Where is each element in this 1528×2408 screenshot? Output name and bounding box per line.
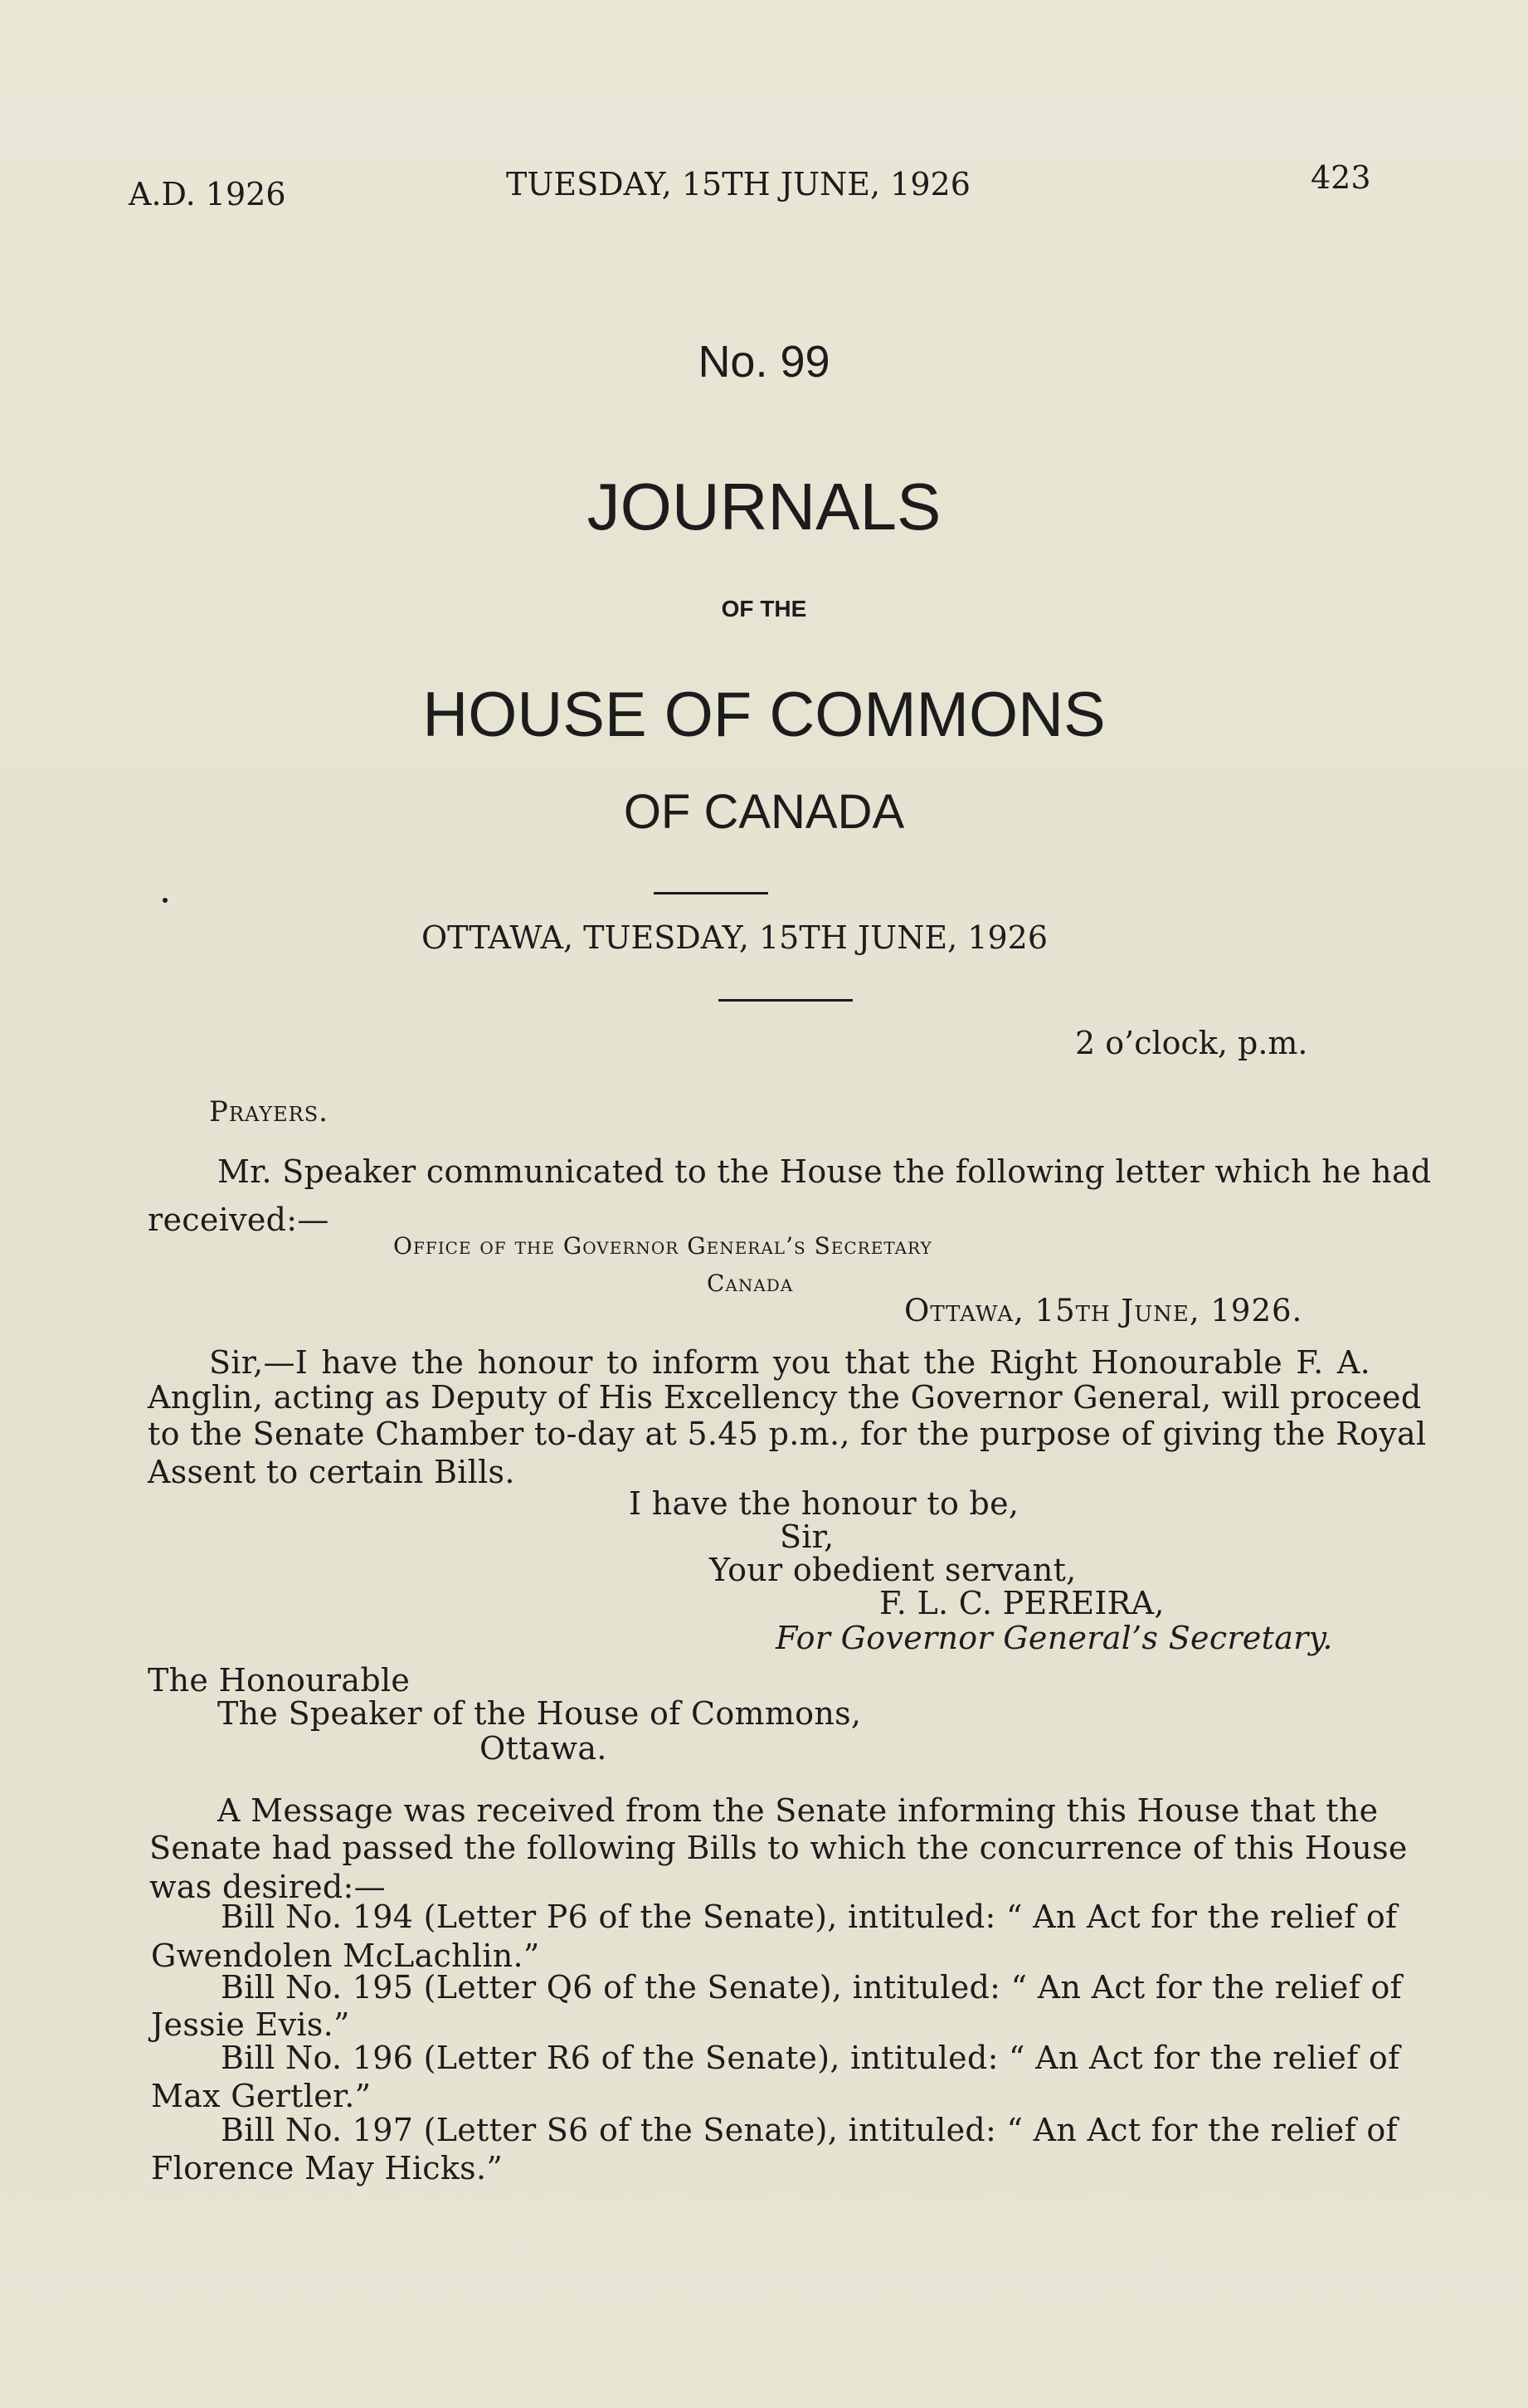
letter-dateline-text: Ottawa, 15th June, 1926.: [904, 1293, 1303, 1328]
signature-title: For Governor General’s Secretary.: [776, 1620, 1333, 1656]
header-date: TUESDAY, 15TH JUNE, 1926: [506, 166, 971, 202]
divider-rule-2: [718, 999, 853, 1002]
speaker-line-1: Mr. Speaker communicated to the House the following letter which he had: [217, 1153, 1432, 1190]
bill-195-line-1: Bill No. 195 (Letter Q6 of the Senate), intituled: “ An Act for the relief of: [221, 1969, 1402, 2006]
prayers-heading: Prayers.: [209, 1095, 328, 1128]
house-title: HOUSE OF COMMONS: [422, 680, 1106, 750]
bill-197-line-1: Bill No. 197 (Letter S6 of the Senate), intituled: “ An Act for the relief of: [221, 2112, 1398, 2148]
divider-rule: [654, 892, 768, 894]
letter-dateline: [904, 1293, 1302, 1328]
country-title: OF CANADA: [623, 785, 905, 839]
addressee-line-3: Ottawa.: [479, 1730, 607, 1767]
of-the-label: OF THE: [721, 596, 807, 621]
journal-title: JOURNALS: [586, 470, 942, 544]
page-number: 423: [1311, 159, 1371, 196]
message-line-2: Senate had passed the following Bills to which the concurrence of this House: [149, 1830, 1408, 1866]
bill-196-line-2: Max Gertler.”: [151, 2078, 372, 2114]
sitting-time: 2 o’clock, p.m.: [1075, 1025, 1308, 1061]
letter-line-1: Sir,—I have the honour to inform you that the Right Honourable F. A.: [209, 1344, 1370, 1381]
header-year: A.D. 1926: [129, 176, 286, 212]
letter-canada: Canada: [707, 1270, 794, 1297]
letter-line-2: Anglin, acting as Deputy of His Excellency the Governor General, will proceed: [148, 1379, 1422, 1416]
sitting-date: OTTAWA, TUESDAY, 15TH JUNE, 1926: [421, 919, 1049, 956]
closing-line-3: Your obedient servant,: [709, 1552, 1077, 1588]
message-line-3: was desired:—: [149, 1869, 386, 1905]
bill-194-line-2: Gwendolen McLachlin.”: [151, 1938, 540, 1974]
bill-196-line-1: Bill No. 196 (Letter R6 of the Senate), intituled: “ An Act for the relief of: [221, 2040, 1400, 2076]
addressee-line-1: The Honourable: [148, 1662, 411, 1699]
closing-line-2: Sir,: [780, 1518, 835, 1555]
bill-195-line-2: Jessie Evis.”: [151, 2006, 350, 2043]
bill-197-line-2: Florence May Hicks.”: [151, 2150, 504, 2186]
bill-194-line-1: Bill No. 194 (Letter P6 of the Senate), intituled: “ An Act for the relief of: [221, 1899, 1398, 1935]
letter-line-3: to the Senate Chamber to-day at 5.45 p.m., for the purpose of giving the Royal: [148, 1416, 1427, 1452]
message-line-1: A Message was received from the Senate informing this House that the: [217, 1792, 1379, 1829]
letter-signature: F. L. C. PEREIRA,: [879, 1585, 1165, 1621]
letter-office: Office of the Governor General’s Secretary: [393, 1232, 932, 1260]
letter-line-4: Assent to certain Bills.: [148, 1454, 515, 1490]
speaker-line-2: received:—: [148, 1202, 329, 1238]
closing-line-1: I have the honour to be,: [629, 1485, 1019, 1522]
issue-number: No. 99: [698, 337, 830, 387]
print-dot: [163, 898, 168, 903]
addressee-line-2: The Speaker of the House of Commons,: [217, 1695, 862, 1732]
